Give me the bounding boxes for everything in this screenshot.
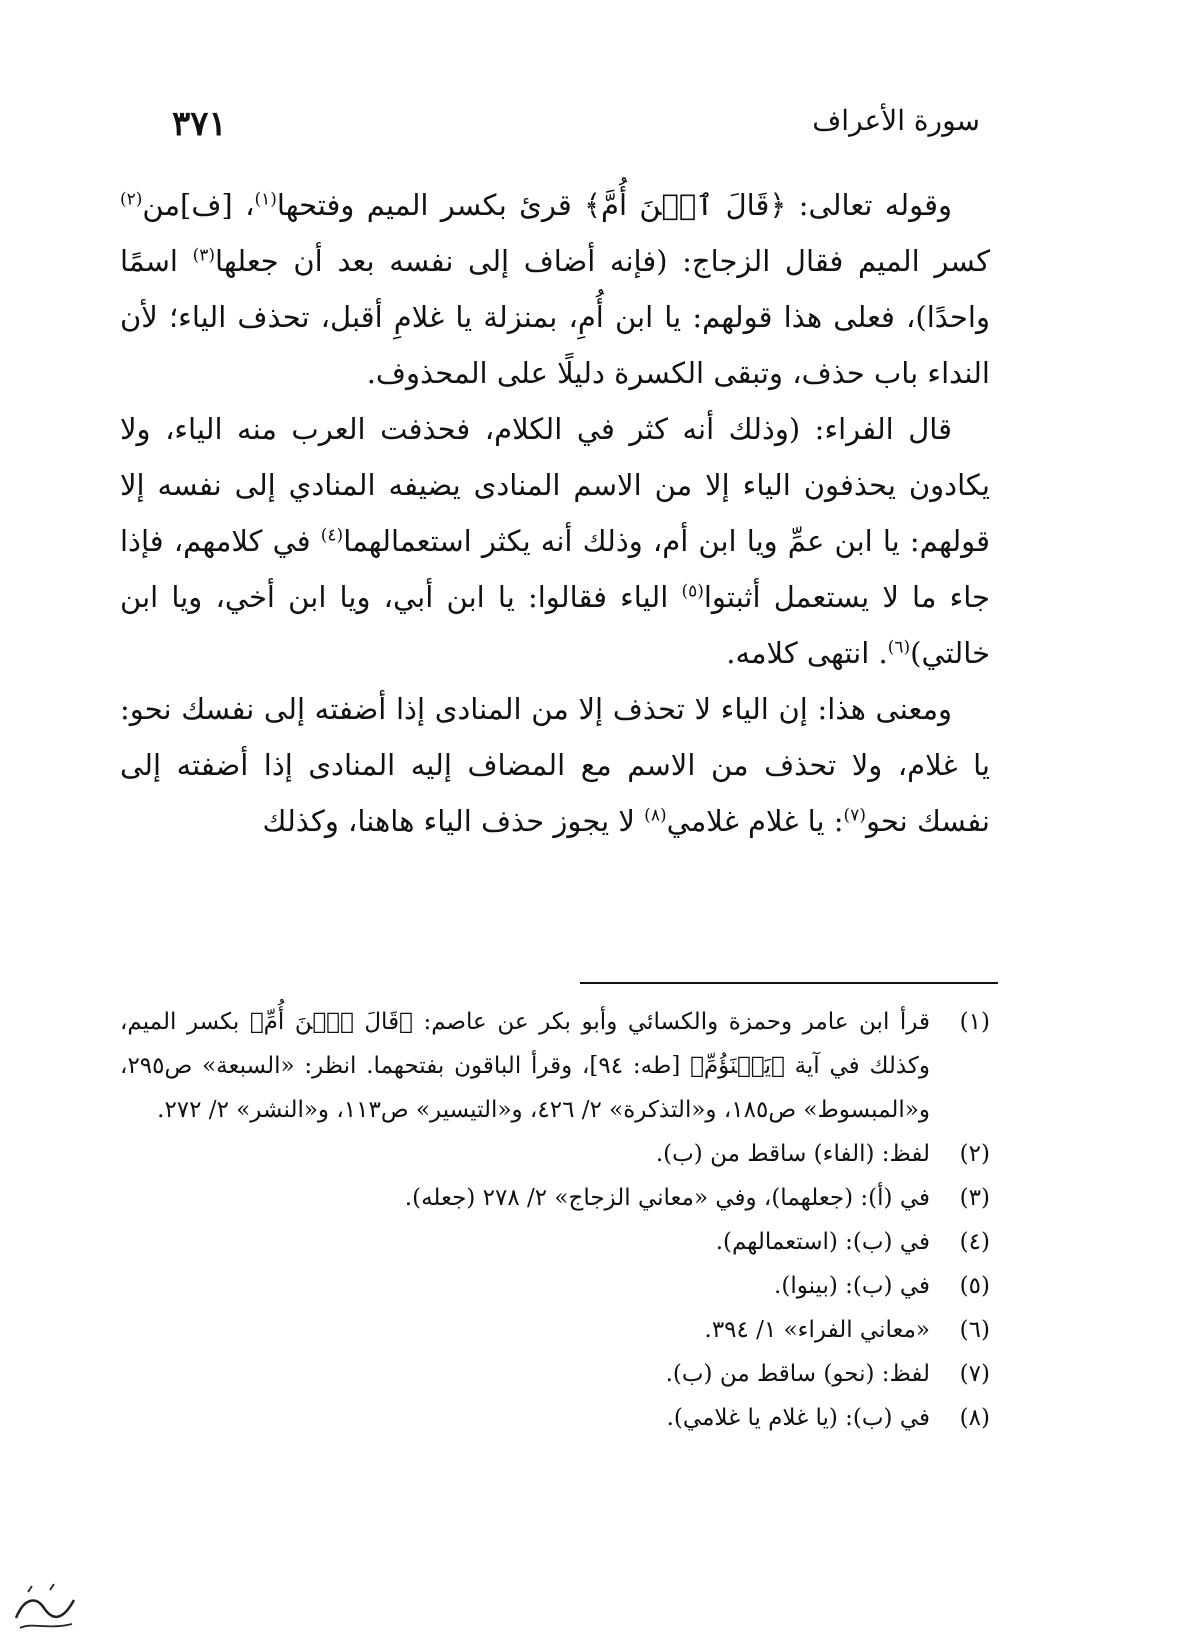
page-number: ٣٧١ — [172, 104, 227, 144]
footnote-4 — [120, 1220, 990, 1264]
text-span: كسر الميم فقال الزجاج: (فإنه أضاف إلى نفسه بعد أن جعلها — [215, 244, 990, 278]
footnote-3 — [120, 1176, 990, 1220]
paragraph-2 — [120, 401, 990, 681]
text-span: في كلامهم، فإذا جاء ما لا يستعمل أثبتوا — [120, 524, 990, 614]
footnote-text: قرأ ابن عامر وحمزة والكسائي وأبو بكر عن عاصم: ﴿قَالَ ٱبۡنَ أُمِّ﴾ بكسر الميم، وكذلك في آية ﴿يَبۡنَؤُمِّ﴾ [طه: ٩٤]، وقرأ الباقون بفتحهما. انظر: «السبعة» ص٢٩٥، و«المبسوط» ص١٨٥، و«التذكرة» ٢/ ٤٢٦، و«التيسير» ص١١٣، و«النشر» ٢/ ٢٧٢. — [120, 1009, 930, 1123]
footnote-number: (٣) — [959, 1185, 990, 1211]
footnote-8 — [120, 1396, 990, 1440]
text-span: قال الفراء: (وذلك أنه كثر في الكلام، فحذفت العرب منه الياء، ولا يكادون يحذفون الياء إلا من الاسم المنادى يضيفه المنادي إلى نفسه إلا قولهم: يا ابن عمِّ ويا ابن أم، وذلك أنه يكثر استعمالهما — [120, 412, 991, 558]
text-span: الياء فقالوا: يا ابن أبي، ويا ابن أخي، ويا ابن خالتي) — [120, 580, 990, 670]
footnote-number: (٥) — [959, 1273, 990, 1299]
text-span: لا يجوز حذف الياء هاهنا، وكذلك — [262, 804, 645, 838]
footnote-text: في (ب): (استعمالهم). — [715, 1229, 930, 1255]
text-span: وقوله تعالى: ﴿قَالَ ٱبۡنَ أُمَّ﴾ قرئ بكسر الميم وفتحها — [276, 188, 952, 222]
footnote-ref-6[interactable]: (٦) — [887, 637, 911, 658]
footnote-text: في (ب): (يا غلام يا غلامي). — [666, 1405, 930, 1431]
footnote-number: (٤) — [959, 1229, 990, 1255]
footnote-text: في (ب): (بينوا). — [774, 1273, 930, 1299]
text-span: ومعنى هذا: إن الياء لا تحذف إلا من المنادى إذا أضفته إلى نفسك نحو: يا غلام، ولا تحذف من الاسم مع المضاف إليه المنادى إذا أضفته إلى نفسك نحو — [120, 692, 990, 838]
footnote-ref-8[interactable]: (٨) — [644, 805, 667, 826]
footnote-7 — [120, 1352, 990, 1396]
footnote-text: لفظ: (نحو) ساقط من (ب). — [665, 1361, 930, 1387]
footnote-text: «معاني الفراء» ١/ ٣٩٤. — [704, 1317, 930, 1343]
footnote-number: (١) — [959, 1009, 990, 1035]
footnote-ref-7[interactable]: (٧) — [843, 805, 866, 826]
footnote-text: في (أ): (جعلهما)، وفي «معاني الزجاج» ٢/ ٢٧٨ (جعله). — [404, 1185, 930, 1211]
footnote-ref-1[interactable]: (١) — [254, 189, 277, 210]
footnote-number: (٢) — [959, 1141, 990, 1167]
text-span: : يا غلام غلامي — [666, 804, 844, 838]
text-span: اسمًا واحدًا)، فعلى هذا قولهم: يا ابن أُمِ، بمنزلة يا غلامِ أقبل، تحذف الياء؛ لأن النداء باب حذف، وتبقى الكسرة دليلًا على المحذوف. — [120, 244, 990, 390]
footnote-number: (٦) — [959, 1317, 990, 1343]
main-text — [120, 177, 990, 849]
footnote-ref-4[interactable]: (٤) — [320, 525, 344, 546]
footnote-1 — [120, 1000, 990, 1132]
footnote-number: (٨) — [959, 1405, 990, 1431]
footnote-ref-3[interactable]: (٣) — [192, 245, 216, 266]
footnote-6 — [120, 1308, 990, 1352]
paragraph-1 — [120, 177, 990, 401]
footnote-2 — [120, 1132, 990, 1176]
running-header-title: سورة الأعراف — [812, 104, 980, 137]
text-span: ، [ف]من — [142, 188, 255, 222]
footnote-text: لفظ: (الفاء) ساقط من (ب). — [655, 1141, 930, 1167]
paragraph-3 — [120, 681, 990, 849]
footnote-ref-5[interactable]: (٥) — [681, 581, 704, 602]
footnote-divider — [580, 982, 998, 984]
footnote-number: (٧) — [959, 1361, 990, 1387]
footnotes — [120, 1000, 990, 1440]
footnote-5 — [120, 1264, 990, 1308]
footnote-ref-2[interactable]: (٢) — [120, 189, 143, 210]
text-span: . انتهى كلامه. — [726, 636, 888, 670]
